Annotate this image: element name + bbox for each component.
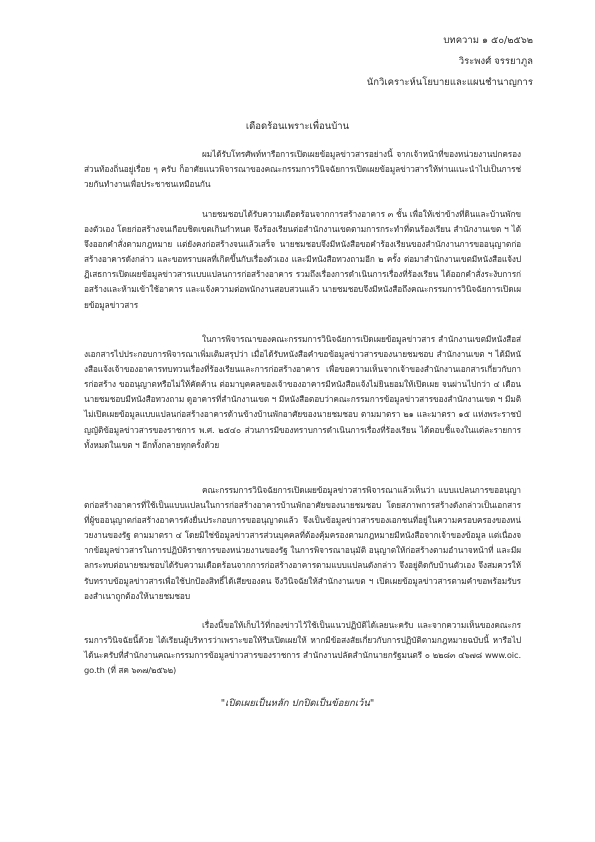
paragraph-closing: เรื่องนี้ขอให้เก็บไว้ที่กองข่าวไว้ใช้เป็นแนวปฏิบัติได้เลยนะครับ และจากความเห็นของคณะกรรมการวินิจฉัยนี้ด้วย ได้เรียนผู้บริหารว่าเพราะขอให้รีบเปิดเผยให้ หากมีข้อสงสัยเกี่ยวกับการปฏิบัติตามกฎหมายฉบับนี้ หารือไปได้นะครับที่สำนักงานคณะกรรมการข้อมูลข่าวสารของราชการ สำนักงานปลัดสำนักนายกรัฐมนตรี ๐ ๒๒๘๓ ๔๖๗๘ www.oic.go.th (ที่ สค ๖๓๗/๒๕๖๒): [84, 620, 521, 676]
paragraph-complaint: นายชมชอบได้รับความเดือดร้อนจากการสร้างอาคาร ๓ ชั้น เพื่อให้เช่าข้างที่ดินและบ้านพักของตัวเอง โดยก่อสร้างจนเกือบชิดเขตเกินกำหนด จึงร้องเรียนต่อสำนักงานเขตตามการกระทำที่ตนร้องเรียน สำนักงานเขต ฯ ได้จึงออกคำสั่งตามกฎหมาย แต่ยังคงก่อสร้างจนแล้วเสร็จ นายชมชอบจึงมีหนังสือขอคำร้องเรียนของสำนักงานการขออนุญาตก่อสร้างอาคารดังกล่าว และขอทราบผลที่เกิดขึ้นกับเรื่องตัวเอง และมีหนังสือทวงถามอีก ๒ ครั้ง ต่อมาสำนักงานเขตมีหนังสือแจ้งปฏิเสธการเปิดเผยข้อมูลข่าวสารแบบแปลนการก่อสร้างอาคาร รวมถึงเรื่องการดำเนินการเรื่องที่ร้องเรียน ได้ออกคำสั่งระงับการก่อสร้างและห้ามเข้าใช้อาคาร และแจ้งความต่อพนักงานสอบสวนแล้ว นายชมชอบจึงมีหนังสือถึงคณะกรรมการวินิจฉัยการเปิดเผยข้อมูลข่าวสาร: [84, 209, 521, 310]
author-position: นักวิเคราะห์นโยบายและแผนชำนาญการ: [366, 77, 533, 88]
paragraph-office-response: ในการพิจารณาของคณะกรรมการวินิจฉัยการเปิดเผยข้อมูลข่าวสาร สำนักงานเขตมีหนังสือส่งเอกสารไปประกอบการพิจารณาเพิ่มเติมสรุปว่า เมื่อได้รับหนังสือคำขอข้อมูลข่าวสารของนายชมชอบ สำนักงานเขต ฯ ได้มีหนังสือแจ้งเจ้าของอาคารทบทวนเรื่องที่ร้องเรียนและการก่อสร้างอาคาร เพื่อขอความเห็นจากเจ้าของสำนักงานเอกสารเกี่ยวกับการก่อสร้าง ขออนุญาตหรือไม่ให้คัดค้าน ต่อมาบุคคลของเจ้าของอาคารมีหนังสือแจ้งไม่ยินยอมให้เปิดเผย จนผ่านไปกว่า ๔ เดือน นายชมชอบมีหนังสือทวงถาม ดูอาคารที่สำนักงานเขต ฯ มีหนังสือตอบว่าคณะกรรมการข้อมูลข่าวสารของสำนักงานเขต ฯ มีมติไม่เปิดเผยข้อมูลแบบแปลนก่อสร้างอาคารด้านข้างบ้านพักอาศัยของนายชมชอบ ตามมาตรา ๒๑ และมาตรา ๑๕ แห่งพระราชบัญญัติข้อมูลข่าวสารของราชการ พ.ศ. ๒๕๔๐ ส่วนการมีของทราบการดำเนินการเรื่องที่ร้องเรียน ได้ตอบชี้แจงในแต่ละรายการทั้งหมดในเขต ฯ อีกทั้งกลายทุกครั้งด้วย: [84, 334, 521, 450]
paragraph-committee-ruling: คณะกรรมการวินิจฉัยการเปิดเผยข้อมูลข่าวสารพิจารณาแล้วเห็นว่า แบบแปลนการขออนุญาตก่อสร้างอาคารที่ใช้เป็นแบบแปลนในการก่อสร้างอาคารบ้านพักอาศัยของนายชมชอบ โดยสภาพการสร้างดังกล่าวเป็นเอกสารที่ผู้ขออนุญาตก่อสร้างอาคารดังยื่นประกอบการขออนุญาตแล้ว จึงเป็นข้อมูลข่าวสารของเอกชนที่อยู่ในความครอบครองของหน่วยงานของรัฐ ตามมาตรา ๔ โดยมิใช่ข้อมูลข่าวสารส่วนบุคคลที่ต้องคุ้มครองตามกฎหมายมีหนังสือจากเจ้าของข้อมูล แต่เนื่องจากข้อมูลข่าวสารในการปฏิบัติราชการของหน่วยงานของรัฐ ในการพิจารณาอนุมัติ อนุญาตให้ก่อสร้างตามอำนาจหน้าที่ และมีผลกระทบต่อนายชมชอบได้รับความเดือดร้อนจากการก่อสร้างอาคารตามแบบแปลนดังกล่าว จึงอยู่ติดกับบ้านตัวเอง จึงสมควรให้รับทราบข้อมูลข่าวสารเพื่อใช้ปกป้องสิทธิ์ได้เสียของตน จึงวินิจฉัยให้สำนักงานเขต ฯ เปิดเผยข้อมูลข่าวสารตามคำขอพร้อมรับรองสำเนาถูกต้องให้นายชมชอบ: [84, 485, 521, 601]
article-title: เดือดร้อนเพราะเพื่อนบ้าน: [245, 121, 350, 132]
reference-number: บทความ ๑ ๕๐/๒๕๖๒: [443, 35, 533, 46]
motto: "เปิดเผยเป็นหลัก ปกปิดเป็นข้อยกเว้น": [220, 698, 375, 709]
author-name: วิระพงศ์ จรรยาภูล: [458, 56, 533, 67]
paragraph-intro: ผมได้รับโทรศัพท์หารือการเปิดเผยข้อมูลข่าวสารอย่างนี้ จากเจ้าหน้าที่ของหน่วยงานปกครองส่วนท้องถิ่นอยู่เรื่อย ๆ ครับ ก็อาศัยแนวพิจารณาของคณะกรรมการวินิจฉัยการเปิดเผยข้อมูลข่าวสารให้ท่านแนะนำไปเป็นการช่วยกันทำงานเพื่อประชาชนเหมือนกัน: [84, 149, 521, 190]
